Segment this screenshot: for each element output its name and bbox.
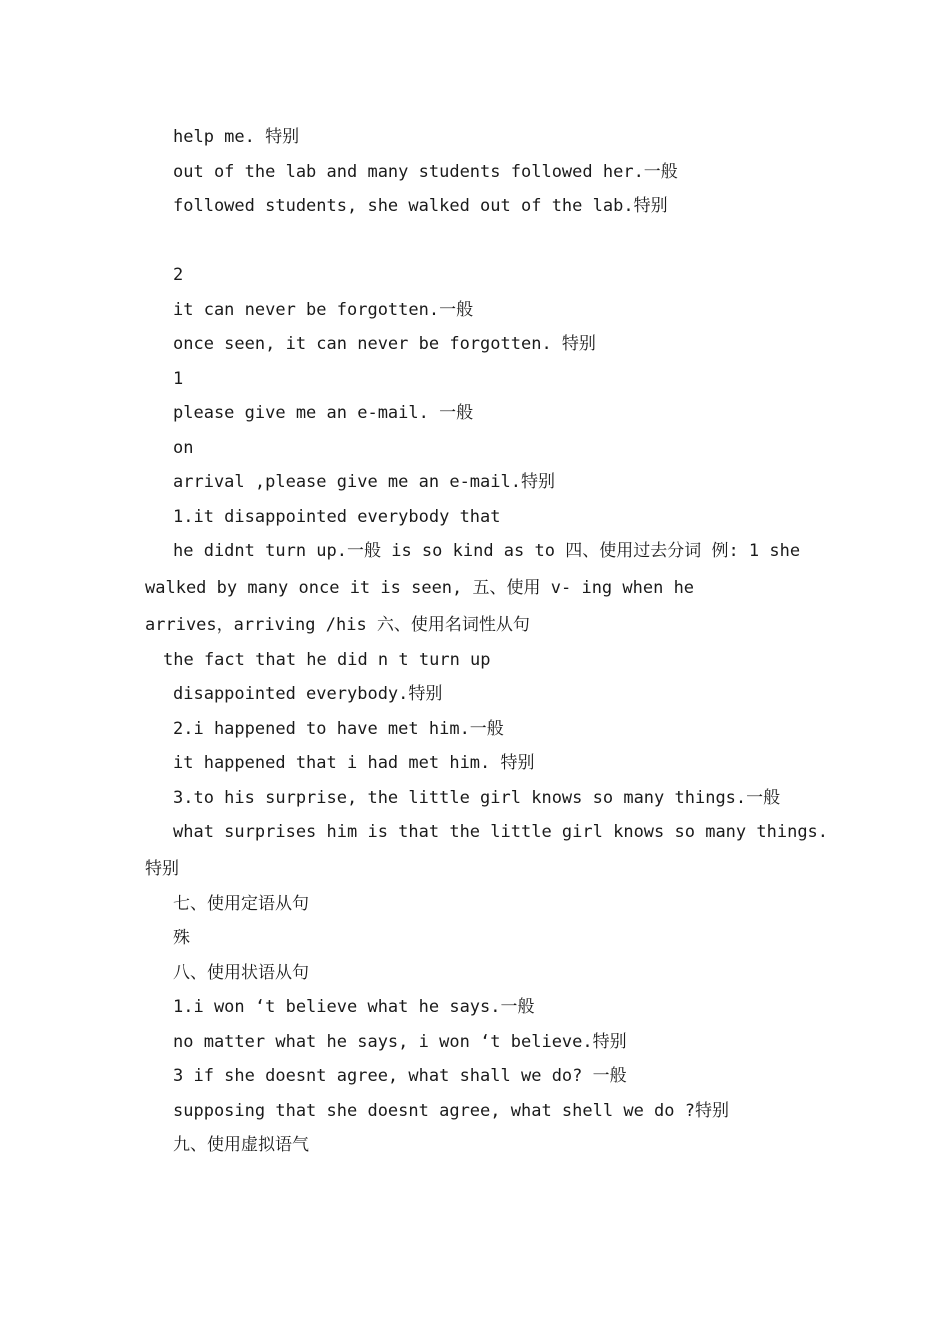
text-line: help me. 特别 — [173, 127, 300, 147]
text-line: arrives，arriving /his 六、使用名词性从句 — [145, 615, 530, 635]
text-line: he didnt turn up.一般 is so kind as to 四、使用过去分词 例: 1 she — [173, 541, 801, 561]
section-heading: 八、使用状语从句 — [173, 963, 309, 983]
text-line: arrival ,please give me an e-mail.特别 — [173, 472, 555, 492]
text-line: it happened that i had met him. 特别 — [173, 753, 535, 773]
text-line: 殊 — [173, 928, 190, 948]
text-line: please give me an e-mail. 一般 — [173, 403, 474, 423]
text-line: 3 if she doesnt agree, what shall we do? 一般 — [173, 1066, 627, 1086]
text-line: 3.to his surprise, the little girl knows so many things.一般 — [173, 788, 781, 808]
text-line: it can never be forgotten.一般 — [173, 300, 474, 320]
text-line: 2.i happened to have met him.一般 — [173, 719, 504, 739]
text-line: disappointed everybody.特别 — [173, 684, 443, 704]
text-line: on — [173, 438, 194, 458]
section-heading: 九、使用虚拟语气 — [173, 1135, 309, 1155]
text-line: the fact that he did n t turn up — [163, 650, 491, 670]
text-line: out of the lab and many students followed her.一般 — [173, 162, 678, 182]
text-line: 1.i won ‘t believe what he says.一般 — [173, 997, 535, 1017]
text-line: followed students, she walked out of the lab.特别 — [173, 196, 668, 216]
text-line: walked by many once it is seen, 五、使用 v- ing when he — [145, 578, 695, 598]
text-line: 特别 — [145, 859, 179, 879]
section-heading: 七、使用定语从句 — [173, 894, 309, 914]
text-line: 1.it disappointed everybody that — [173, 507, 501, 527]
text-line: 2 — [173, 265, 184, 285]
text-line: supposing that she doesnt agree, what shell we do ?特别 — [173, 1101, 729, 1121]
text-line: once seen, it can never be forgotten. 特别 — [173, 334, 596, 354]
text-line: 1 — [173, 369, 184, 389]
text-line: what surprises him is that the little girl knows so many things. — [173, 822, 829, 842]
text-line: no matter what he says, i won ‘t believe.特别 — [173, 1032, 627, 1052]
